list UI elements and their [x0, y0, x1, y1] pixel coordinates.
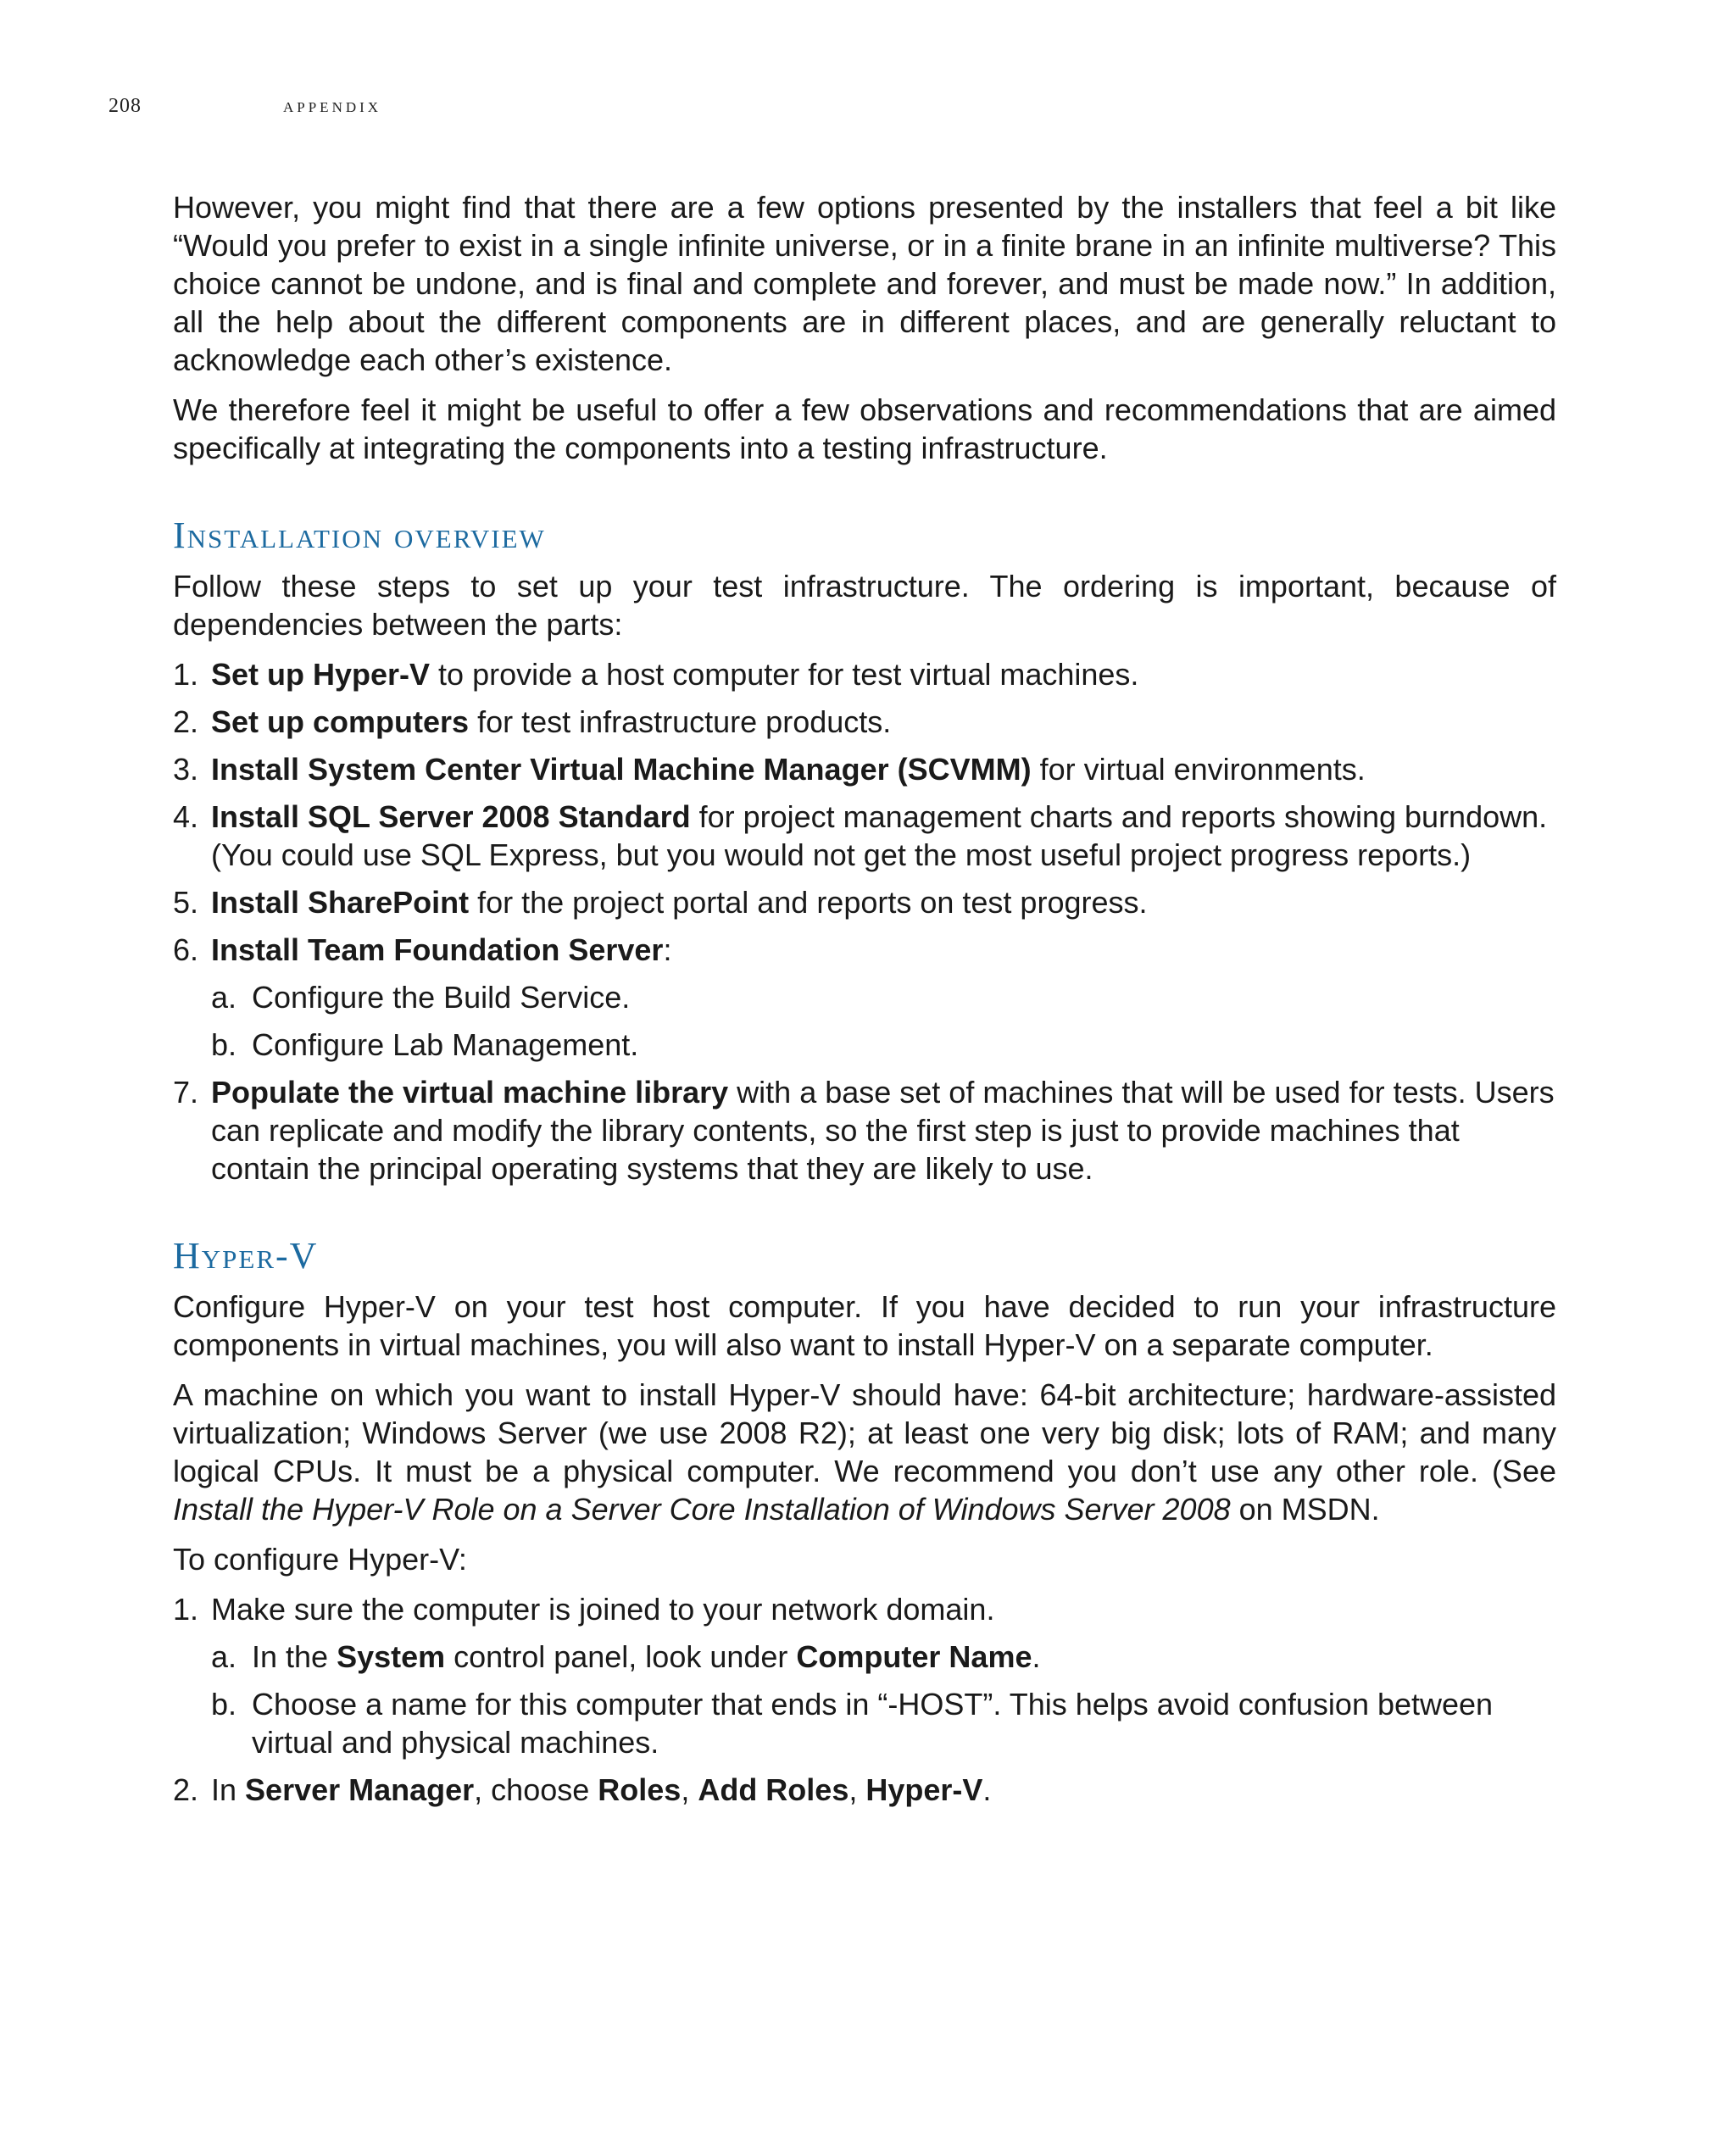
step-text: :: [663, 932, 672, 967]
sub-steps: [211, 978, 1556, 1064]
step-text: ,: [849, 1772, 866, 1807]
list-item: [211, 1638, 1556, 1676]
add-roles-label: Add Roles: [698, 1772, 849, 1807]
sub-step-text: .: [1032, 1639, 1041, 1674]
sub-step-text: In the: [252, 1639, 337, 1674]
running-head: appendix: [283, 95, 382, 117]
step-title: Populate the virtual machine library: [211, 1075, 729, 1110]
step-title: Install System Center Virtual Machine Manager (SCVMM): [211, 752, 1032, 787]
list-item: [211, 1685, 1556, 1761]
installation-lead: Follow these steps to set up your test infrastructure. The ordering is important, because of dependencies between the parts:: [173, 569, 1556, 642]
step-title: Install SQL Server 2008 Standard: [211, 799, 691, 834]
sub-steps: [211, 1638, 1556, 1761]
step-number: 3.: [173, 752, 199, 787]
step-text: Make sure the computer is joined to your network domain.: [211, 1592, 995, 1627]
step-text: for test infrastructure products.: [469, 704, 892, 739]
computer-name-label: Computer Name: [796, 1639, 1032, 1674]
step-number: 5.: [173, 885, 199, 920]
sub-step-text: Configure Lab Management.: [252, 1027, 639, 1062]
sub-step-text: control panel, look under: [445, 1639, 797, 1674]
hyperv-paragraph-3: To configure Hyper-V:: [173, 1542, 467, 1577]
sub-step-letter: a.: [211, 1639, 237, 1674]
step-number: 4.: [173, 799, 199, 834]
section-heading-installation-overview: Installation overview: [173, 515, 546, 556]
list-item: [173, 1073, 1556, 1188]
hyperv-requirements-text: A machine on which you want to install Hyper-V should have: 64-bit architecture; hardware-assisted virtualization; Windows Server (we use 2008 R2); at least one very big disk; lots of RAM; and many logical CPUs. It must be a physical computer. We recommend you don’t use any other role. (See: [173, 1377, 1556, 1488]
step-text: ,: [681, 1772, 698, 1807]
step-title: Set up Hyper-V: [211, 657, 431, 692]
step-number: 2.: [173, 1772, 199, 1807]
server-manager-label: Server Manager: [245, 1772, 475, 1807]
sub-step-letter: a.: [211, 980, 237, 1015]
step-text: In: [211, 1772, 246, 1807]
step-number: 6.: [173, 932, 199, 967]
step-text: for the project portal and reports on test progress.: [469, 885, 1148, 920]
step-number: 2.: [173, 704, 199, 739]
step-title: Set up computers: [211, 704, 470, 739]
section-heading-hyper-v: Hyper-V: [173, 1235, 319, 1277]
step-title: Install SharePoint: [211, 885, 470, 920]
hyperv-steps: [173, 1590, 1556, 1809]
list-item: [173, 1590, 1556, 1761]
intro-paragraph-2: We therefore feel it might be useful to offer a few observations and recommendations that are aimed specifically at integrating the components into a testing infrastructure.: [173, 392, 1556, 465]
sub-step-letter: b.: [211, 1027, 237, 1062]
list-item: [173, 1771, 1556, 1809]
step-title: Install Team Foundation Server: [211, 932, 664, 967]
step-text: , choose: [474, 1772, 598, 1807]
sub-step-letter: b.: [211, 1687, 237, 1722]
list-item: [173, 883, 1556, 921]
hyperv-paragraph-2: [173, 1376, 1556, 1528]
intro-paragraph-1: However, you might find that there are a few options presented by the installers that feel a bit like “Would you prefer to exist in a single infinite universe, or in a finite brane in an infinite multiverse? This choice cannot be undone, and is final and complete and forever, and must be made now.” In addition, all the help about the different components are in different places, and are generally reluctant to acknowledge each other’s existence.: [173, 190, 1556, 377]
list-item: [211, 978, 1556, 1016]
step-text: .: [982, 1772, 992, 1807]
step-text: for virtual environments.: [1031, 752, 1366, 787]
list-item: [211, 1026, 1556, 1064]
list-item: [173, 703, 1556, 741]
sub-step-text: Choose a name for this computer that ends in “-HOST”. This helps avoid confusion between virtual and physical machines.: [252, 1687, 1494, 1760]
step-text: with a base set of machines that will be used for tests. Users can replicate and modify the library contents, so the first step is just to provide machines that contain the principal operating systems that they are likely to use.: [211, 1075, 1555, 1186]
list-item: [173, 655, 1556, 693]
msdn-article-title: Install the Hyper-V Role on a Server Core Installation of Windows Server 2008: [173, 1492, 1231, 1527]
step-number: 1.: [173, 1592, 199, 1627]
system-control-panel: System: [337, 1639, 446, 1674]
roles-label: Roles: [598, 1772, 682, 1807]
hyper-v-label: Hyper-V: [865, 1772, 983, 1807]
step-text: to provide a host computer for test virtual machines.: [430, 657, 1139, 692]
step-number: 7.: [173, 1075, 199, 1110]
list-item: [173, 750, 1556, 788]
hyperv-paragraph-1: Configure Hyper-V on your test host computer. If you have decided to run your infrastructure components in virtual machines, you will also want to install Hyper-V on a separate computer.: [173, 1289, 1556, 1362]
page-content: [173, 188, 1556, 1818]
hyperv-requirements-tail: on MSDN.: [1230, 1492, 1380, 1527]
page-number: 208: [108, 95, 142, 117]
list-item: [173, 798, 1556, 874]
step-text: for project management charts and reports showing burndown. (You could use SQL Express, but you would not get the most useful project progress reports.): [211, 799, 1548, 872]
installation-steps: [173, 655, 1556, 1188]
sub-step-text: Configure the Build Service.: [252, 980, 631, 1015]
step-number: 1.: [173, 657, 199, 692]
list-item: [173, 931, 1556, 1064]
